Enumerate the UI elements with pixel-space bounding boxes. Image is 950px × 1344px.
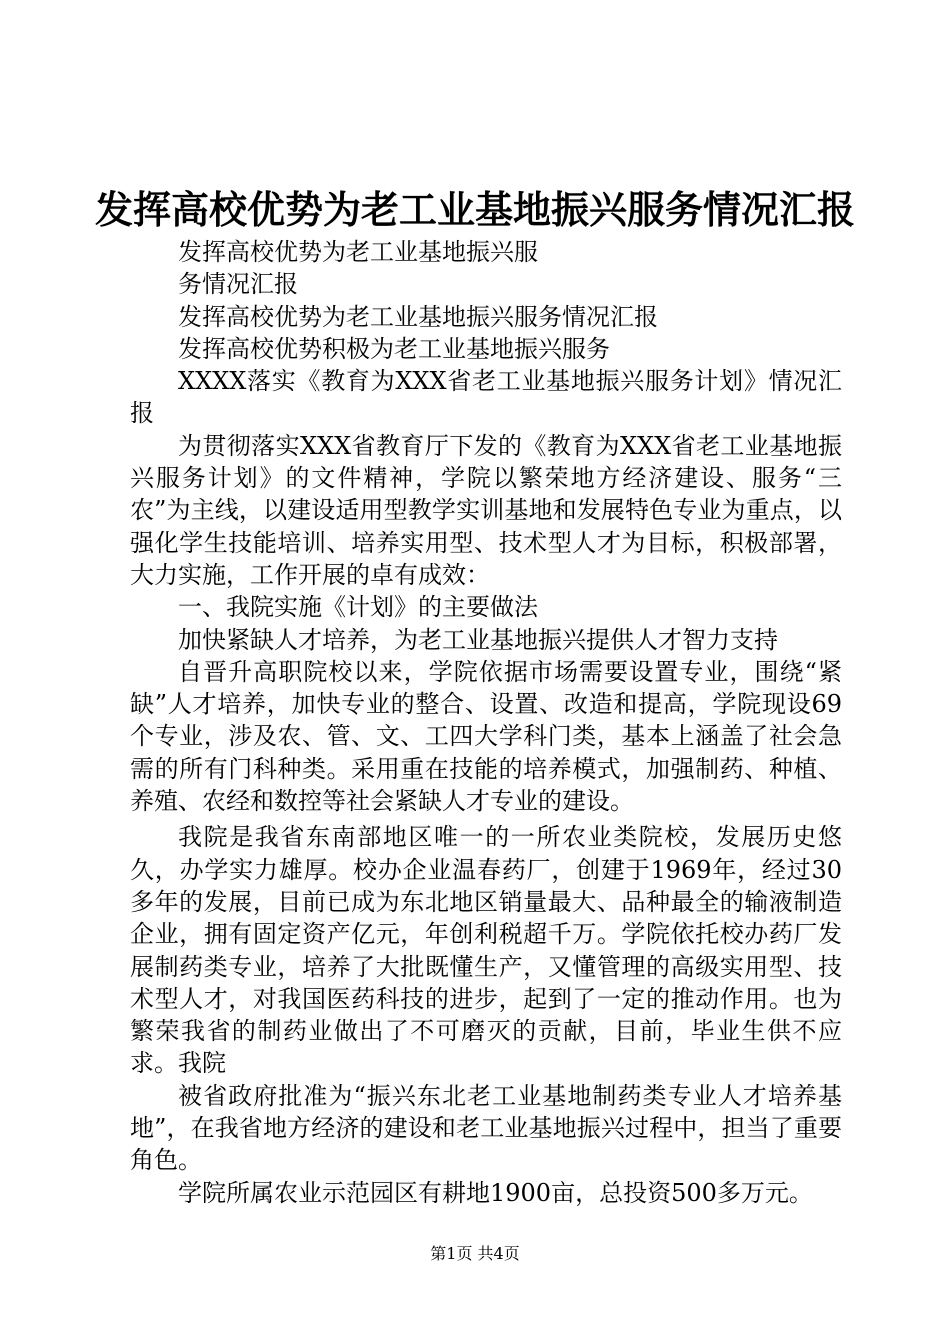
- paragraph-9: 自晋升高职院校以来，学院依据市场需要设置专业，围绕“紧缺”人才培养，加快专业的整合、设置、改造和提高，学院现设69个专业，涉及农、管、文、工四大学科门类，基本上涵盖了社会急需的所有门科种类。采用重在技能的培养模式，加强制药、种植、养殖、农经和数控等社会紧缺人才专业的建设。: [130, 657, 842, 816]
- paragraph-12: 学院所属农业示范园区有耕地1900亩，总投资500多万元。: [178, 1178, 813, 1207]
- paragraph-7: 一、我院实施《计划》的主要做法: [178, 593, 538, 622]
- paragraph-6: 为贯彻落实XXX省教育厅下发的《教育为XXX省老工业基地振兴服务计划》的文件精神，学院以繁荣地方经济建设、服务“三农”为主线，以建设适用型教学实训基地和发展特色专业为重点，以强化学生技能培训、培养实用型、技术型人才为目标，积极部署，大力实施，工作开展的卓有成效：: [130, 431, 842, 589]
- paragraph-11: 被省政府批准为“振兴东北老工业基地制药类专业人才培养基地”，在我省地方经济的建设和老工业基地振兴过程中，担当了重要角色。: [130, 1081, 842, 1175]
- paragraph-8: 加快紧缺人才培养，为老工业基地振兴提供人才智力支持: [178, 625, 778, 654]
- paragraph-10: 我院是我省东南部地区唯一的一所农业类院校，发展历史悠久，办学实力雄厚。校办企业温春药厂，创建于1969年，经过30多年的发展，目前已成为东北地区销量最大、品种最全的输液制造企业，拥有固定资产亿元，年创利税超千万。学院依托校办药厂发展制药类专业，培养了大批既懂生产，又懂管理的高级实用型、技术型人才，对我国医药科技的进步，起到了一定的推动作用。也为繁荣我省的制药业做出了不可磨灭的贡献，目前，毕业生供不应求。我院: [130, 823, 842, 1078]
- paragraph-4: 发挥高校优势积极为老工业基地振兴服务: [178, 334, 610, 363]
- document-title: 发挥高校优势为老工业基地振兴服务情况汇报: [94, 187, 855, 232]
- page-footer: 第1页 共4页: [430, 1244, 520, 1263]
- paragraph-3: 发挥高校优势为老工业基地振兴服务情况汇报: [178, 302, 658, 331]
- paragraph-2: 务情况汇报: [178, 270, 298, 299]
- document-body: [130, 236, 842, 1209]
- paragraph-5: XXXX落实《教育为XXX省老工业基地振兴服务计划》情况汇报: [130, 367, 842, 428]
- paragraph-1: 发挥高校优势为老工业基地振兴服: [178, 238, 538, 266]
